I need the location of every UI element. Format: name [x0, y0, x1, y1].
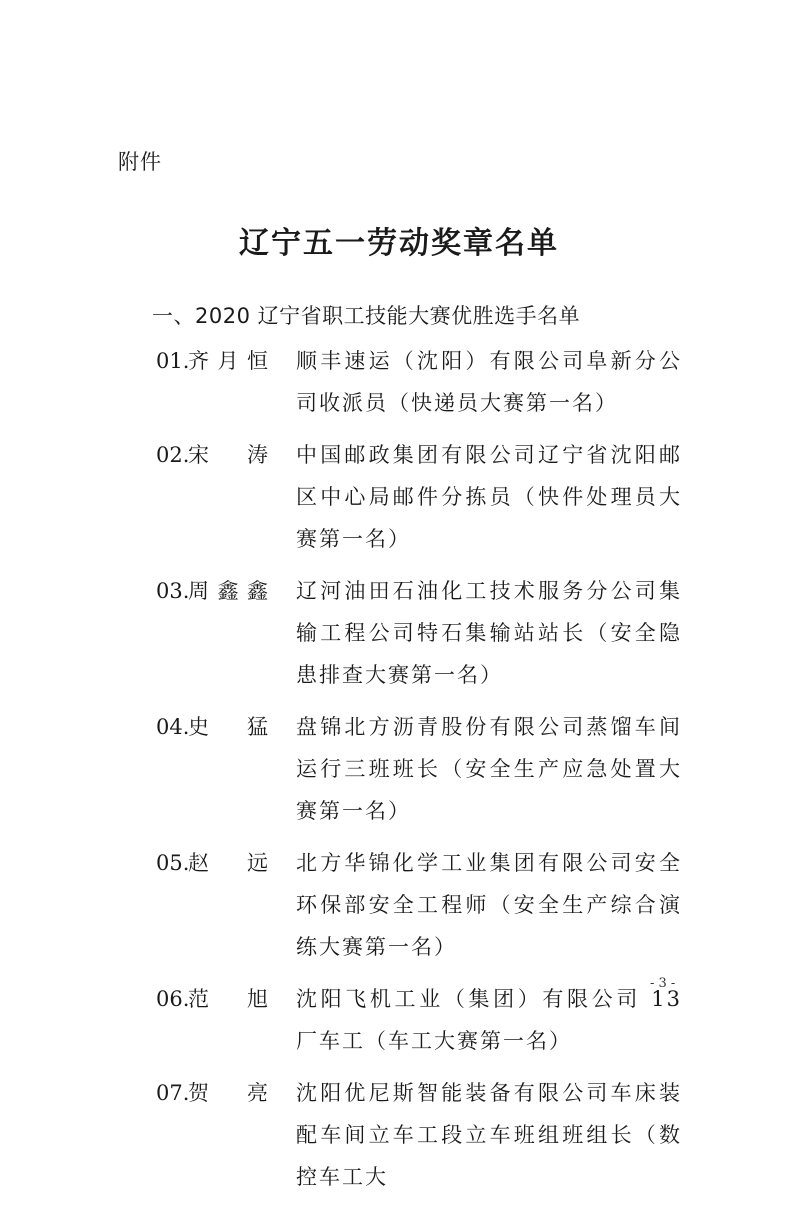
entry-description: 沈阳飞机工业（集团）有限公司 13 厂车工（车工大赛第一名） — [296, 987, 682, 1053]
entry-name: 赵 远 — [188, 851, 268, 875]
list-item — [0, 570, 798, 696]
list-item — [0, 1072, 798, 1198]
entry-description: 北方华锦化学工业集团有限公司安全环保部安全工程师（安全生产综合演练大赛第一名） — [296, 851, 682, 959]
list-item — [0, 842, 798, 968]
entry-description: 盘锦北方沥青股份有限公司蒸馏车间运行三班班长（安全生产应急处置大赛第一名） — [296, 715, 682, 823]
list-item — [0, 434, 798, 560]
entry-number: 05. — [156, 851, 190, 875]
list-item — [0, 340, 798, 424]
section-heading: 一、2020 辽宁省职工技能大赛优胜选手名单 — [152, 304, 581, 328]
list-item — [0, 978, 798, 1062]
entry-number: 03. — [156, 579, 190, 603]
entry-name: 周鑫鑫 — [188, 579, 268, 603]
entry-description: 顺丰速运（沈阳）有限公司阜新分公司收派员（快递员大赛第一名） — [296, 349, 682, 415]
entry-description: 沈阳优尼斯智能装备有限公司车床装配车间立车工段立车班组班组长（数控车工大 — [296, 1081, 682, 1189]
entry-number: 01. — [156, 349, 190, 373]
entry-name: 史 猛 — [188, 715, 268, 739]
entry-name: 齐月恒 — [188, 349, 268, 373]
document-title: 辽宁五一劳动奖章名单 — [239, 226, 559, 261]
entry-name: 贺 亮 — [188, 1081, 268, 1105]
entry-name: 宋 涛 — [188, 443, 268, 467]
attachment-label: 附件 — [118, 150, 162, 174]
entry-name: 范 旭 — [188, 987, 268, 1011]
entry-list — [0, 340, 798, 1208]
entry-number: 06. — [156, 987, 190, 1011]
entry-number: 04. — [156, 715, 190, 739]
page-number: - 3 - — [650, 976, 676, 991]
entry-description: 辽河油田石油化工技术服务分公司集输工程公司特石集输站站长（安全隐患排查大赛第一名） — [296, 579, 682, 687]
entry-number: 02. — [156, 443, 190, 467]
entry-number: 07. — [156, 1081, 190, 1105]
entry-description: 中国邮政集团有限公司辽宁省沈阳邮区中心局邮件分拣员（快件处理员大赛第一名） — [296, 443, 682, 551]
list-item — [0, 706, 798, 832]
